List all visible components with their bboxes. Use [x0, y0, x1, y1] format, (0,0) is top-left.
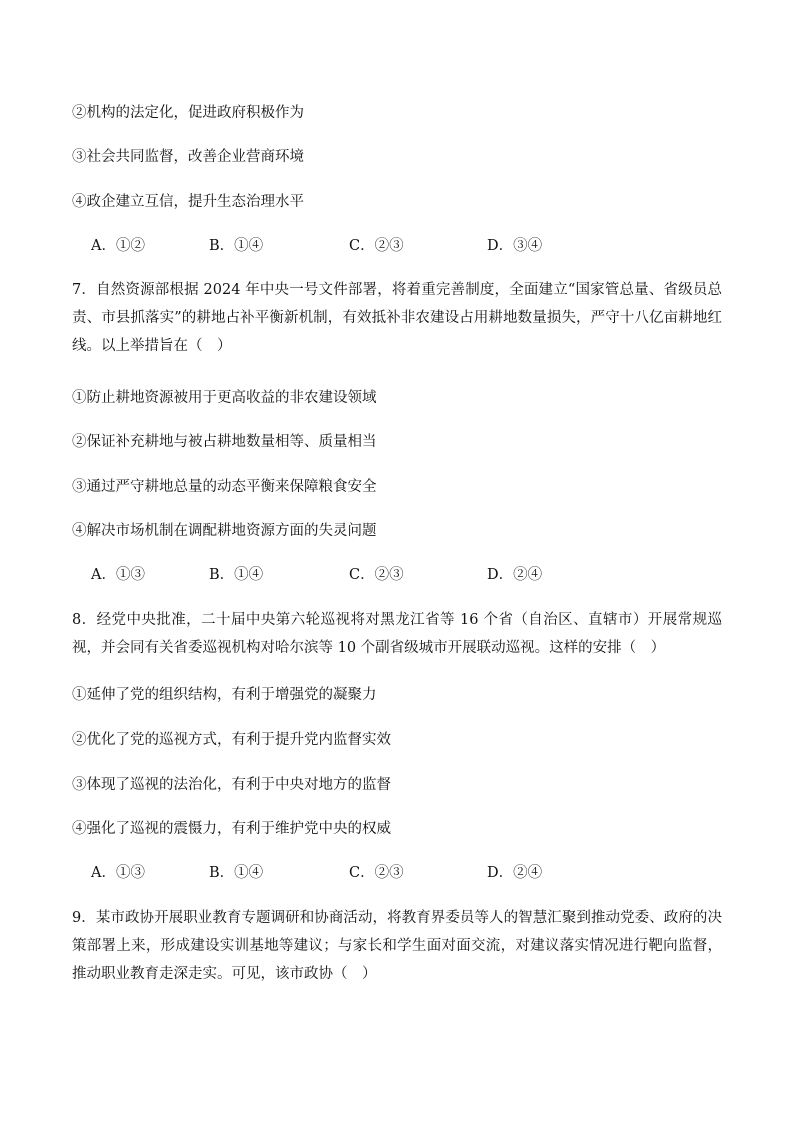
- q7-choice-a[interactable]: A．①③: [91, 567, 145, 583]
- q7-option-2: ②保证补充耕地与被占耕地数量相等、质量相当: [72, 434, 377, 450]
- q6-option-4: ④政企建立互信，提升生态治理水平: [72, 194, 304, 210]
- q8-choice-a[interactable]: A．①③: [91, 865, 145, 881]
- q8-stem: 8．经党中央批准，二十届中央第六轮巡视将对黑龙江省等 16 个省（自治区、直辖市）开展常规巡视，并会同有关省委巡视机构对哈尔滨等 10 个副省级城市开展联动巡视。这样的安排（ ）: [72, 612, 722, 656]
- q6-option-2: ②机构的法定化，促进政府积极作为: [72, 105, 304, 121]
- q8-choice-c[interactable]: C．②③: [349, 865, 404, 881]
- q7-option-1: ①防止耕地资源被用于更高收益的非农建设领域: [72, 390, 377, 406]
- q8-choice-b[interactable]: B．①④: [209, 865, 264, 881]
- q7-stem: 7．自然资源部根据 2024 年中央一号文件部署，将着重完善制度，全面建立“国家管总量、省级员总责、市县抓落实”的耕地占补平衡新机制，有效抵补非农建设占用耕地数量损失，严守十八亿亩耕地红线。以上举措旨在（ ）: [72, 282, 722, 354]
- q6-answer-choices: [91, 236, 691, 256]
- q8-answer-choices: [91, 863, 691, 883]
- q9-stem: 9．某市政协开展职业教育专题调研和协商活动，将教育界委员等人的智慧汇聚到推动党委、政府的决策部署上来，形成建设实训基地等建议；与家长和学生面对面交流，对建议落实情况进行靶向监督，推动职业教育走深走实。可见，该市政协（ ）: [72, 910, 722, 982]
- q8-option-3: ③体现了巡视的法治化，有利于中央对地方的监督: [72, 777, 391, 793]
- q7-choice-b[interactable]: B．①④: [209, 567, 264, 583]
- q6-choice-c[interactable]: C．②③: [349, 238, 404, 254]
- q7-option-3: ③通过严守耕地总量的动态平衡来保障粮食安全: [72, 479, 377, 495]
- q8-option-4: ④强化了巡视的震慑力，有利于维护党中央的权威: [72, 821, 391, 837]
- q8-option-1: ①延伸了党的组织结构，有利于增强党的凝聚力: [72, 687, 377, 703]
- q7-option-4: ④解决市场机制在调配耕地资源方面的失灵问题: [72, 523, 377, 539]
- q8-choice-d[interactable]: D．②④: [487, 865, 543, 881]
- q6-choice-b[interactable]: B．①④: [209, 238, 264, 254]
- q8-option-2: ②优化了党的巡视方式，有利于提升党内监督实效: [72, 732, 391, 748]
- q6-choice-d[interactable]: D．③④: [487, 238, 543, 254]
- q7-choice-d[interactable]: D．②④: [487, 567, 543, 583]
- q6-choice-a[interactable]: A．①②: [91, 238, 145, 254]
- q7-answer-choices: [91, 565, 691, 585]
- q6-option-3: ③社会共同监督，改善企业营商环境: [72, 149, 304, 165]
- q7-choice-c[interactable]: C．②③: [349, 567, 404, 583]
